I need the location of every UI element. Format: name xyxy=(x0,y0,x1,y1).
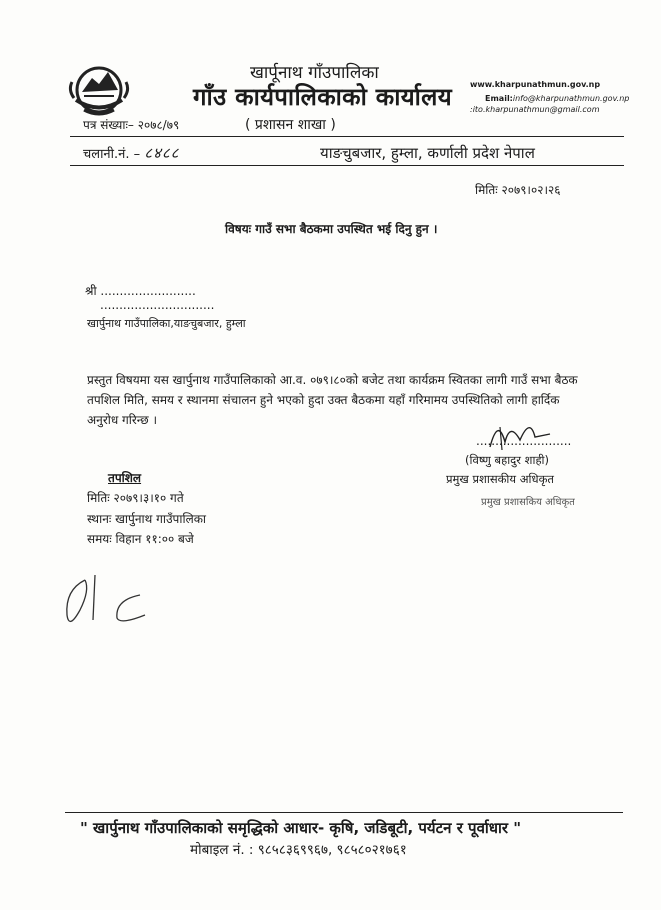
recipient-line2: .............................. xyxy=(100,298,215,312)
email: info@kharpunathmun.gov.np xyxy=(512,94,630,103)
divider xyxy=(70,136,624,137)
email2 xyxy=(470,105,600,114)
email-line xyxy=(485,94,629,103)
meeting-time: समयः विहान ११:०० बजे xyxy=(87,532,194,546)
subject: विषयः गाउँ सभा बैठकमा उपस्थित भई दिनु हुन । xyxy=(225,222,438,236)
chalani-value: ८४८८ xyxy=(144,144,180,162)
office-title: गाँउ कार्यपालिकाको कार्यालय xyxy=(193,83,452,111)
letter-body: प्रस्तुत विषयमा यस खार्पुनाथ गाउँपालिकाको आ.व. ०७९।८०को बजेट तथा कार्यक्रम स्वितका लागी गाउँ सभा बैठक तपशिल मिति, समय र स्थानमा संचालन हुने भएको हुदा उक्त बैठकमा यहाँ गरिमामय उपस्थितिको लागी हार्दिक अनुरोध गरिन्छ । xyxy=(87,373,578,427)
details-heading: तपशिल xyxy=(108,471,142,485)
footer-divider xyxy=(65,812,623,813)
recipient-line3: खार्पुनाथ गाउँपालिका,याङचुबजार, हुम्ला xyxy=(87,317,246,330)
municipality-name: खार्पूनाथ गाँउपालिका xyxy=(250,63,379,83)
chalani-number xyxy=(83,143,179,163)
meeting-place: स्थानः खार्पुनाथ गाउँपालिका xyxy=(87,512,207,526)
nepal-emblem-icon xyxy=(64,60,134,120)
meeting-date: मितिः २०७९।३।१० गते xyxy=(87,491,184,505)
signatory-title: प्रमुख प्रशासकीय अधिकृत xyxy=(446,472,554,486)
mobile-numbers: मोबाइल नं. : ९८५८३६९९६७, ९८५८०२१७६१ xyxy=(190,842,407,858)
official-stamp: प्रमुख प्रशासकिय अधिकृत xyxy=(481,497,575,508)
email-label: Email: xyxy=(485,94,513,103)
chalani-label: चलानी.नं. – xyxy=(83,147,141,162)
signature-dots: ......................... xyxy=(476,434,572,448)
slogan: " खार्पुनाथ गाँउपालिकाको समृद्धिको आधार- कृषि, जडिबूटी, पर्यटन र पूर्वाधार " xyxy=(80,819,522,837)
website: www.kharpunathmun.gov.np xyxy=(470,80,601,89)
email2-text: :ito.kharpunathmun@gmail.com xyxy=(470,105,600,114)
ref-label: पत्र संख्याः– xyxy=(83,118,134,132)
department: ( प्रशासन शाखा ) xyxy=(245,117,336,133)
ref-number xyxy=(83,116,179,133)
handwritten-initials-icon xyxy=(55,570,165,630)
address: याङचुबजार, हुम्ला, कर्णाली प्रदेश नेपाल xyxy=(320,144,535,162)
recipient-line1: श्री ......................... xyxy=(85,284,196,298)
ref-value: २०७८/७९ xyxy=(137,118,180,132)
letter-date: मितिः २०७९।०२।२६ xyxy=(475,183,561,197)
signatory-name: (विष्णु बहादुर शाही) xyxy=(465,453,550,467)
divider xyxy=(70,165,624,166)
